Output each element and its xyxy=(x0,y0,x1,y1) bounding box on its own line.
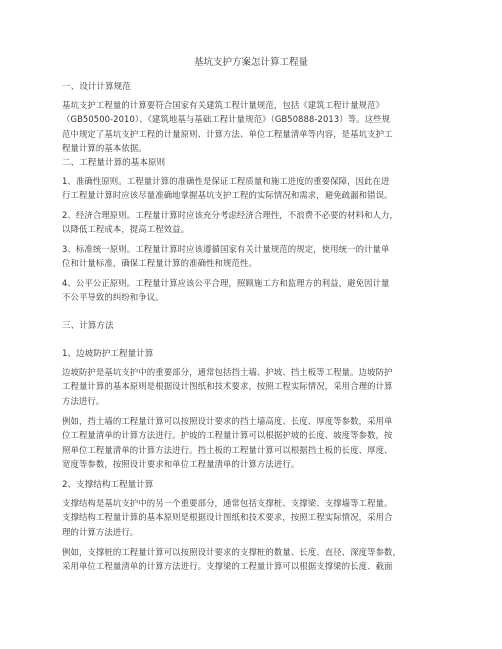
text-line: 基坑支护工程量的计算要符合国家有关建筑工程计量规范，包括《建筑工程计量规范》 xyxy=(62,100,385,110)
text-line: 行工程量计算时应该尽量准确地掌握基坑支护工程的实际情况和需求，避免疏漏和错误。 xyxy=(62,190,393,201)
paragraph-design-spec xyxy=(62,98,442,156)
subsection-heading-slope-protection: 1、边坡防护工程量计算 xyxy=(62,349,154,359)
text-line: 程量计算的基本依据。 xyxy=(62,143,147,154)
text-line: 照单位工程量清单的计算方法进行。挡土板的工程量计算可以根据挡土板的长度、厚度、 xyxy=(62,444,393,455)
subsection-heading-support-structure: 2、支撑结构工程量计算 xyxy=(62,480,154,490)
paragraph-slope-protection-example xyxy=(62,414,442,472)
page-title: 基坑支护方案怎计算工程量 xyxy=(193,57,308,68)
text-line: 方法进行。 xyxy=(62,395,105,406)
text-line: 范中规定了基坑支护工程的计量原则、计算方法、单位工程量清单等内容，是基坑支护工 xyxy=(62,128,393,139)
section-heading-design-spec: 一、设计计算规范 xyxy=(62,82,131,92)
text-line: 工程量计算的基本原则是根据设计图纸和技术要求，按照工程实际情况，采用合理的计算 xyxy=(62,381,393,392)
text-line: 支撑结构是基坑支护中的另一个重要部分，通常包括支撑桩、支撑梁、支撑墙等工程量。 xyxy=(62,498,393,508)
text-line: 采用单位工程量清单的计算方法进行。支撑梁的工程量计算可以根据支撑梁的长度、截面 xyxy=(62,561,393,572)
text-line: （GB50500-2010）、《建筑地基与基础工程计量规范》（GB50888-2013）等。这些规 xyxy=(62,114,391,125)
paragraph-fairness-principle xyxy=(62,276,442,305)
paragraph-support-structure-example xyxy=(62,545,442,574)
text-line: 4、公平公正原则。工程量计算应该公平合理，照顾施工方和监理方的利益，避免因计量 xyxy=(62,278,390,288)
text-line: 位工程量清单的计算方法进行。护坡的工程量计算可以根据护坡的长度、坡度等参数，按 xyxy=(62,430,393,441)
text-line: 1、准确性原则。工程量计算的准确性是保证工程质量和施工进度的重要保障，因此在进 xyxy=(62,176,390,186)
text-line: 边坡防护是基坑支护中的重要部分，通常包括挡土墙、护坡、挡土板等工程量。边坡防护 xyxy=(62,367,393,377)
text-line: 例如，支撑桩的工程量计算可以按照设计要求的支撑桩的数量、长度、直径、深度等参数， xyxy=(62,547,401,557)
text-line: 宽度等参数，按照设计要求和单位工程量清单的计算方法进行。 xyxy=(62,459,300,470)
section-heading-basic-principles: 二、工程量计算的基本原则 xyxy=(62,158,166,168)
paragraph-standard-principle xyxy=(62,242,442,271)
text-line: 不公平导致的纠纷和争议。 xyxy=(62,292,164,303)
paragraph-support-structure-intro xyxy=(62,496,442,539)
text-line: 位和计量标准，确保工程量计算的准确性和规范性。 xyxy=(62,258,257,269)
text-line: 支撑结构工程量计算的基本原则是根据设计图纸和技术要求，按照工程实际情况，采用合 xyxy=(62,512,393,523)
text-line: 理的计算方法进行。 xyxy=(62,526,139,537)
text-line: 2、经济合理原则。工程量计算时应该充分考虑经济合理性，不浪费不必要的材料和人力， xyxy=(62,210,398,220)
section-heading-calculation-method: 三、计算方法 xyxy=(62,321,114,331)
text-line: 3、标准统一原则。工程量计算时应该遵循国家有关计量规范的规定，使用统一的计量单 xyxy=(62,244,390,254)
text-line: 例如，挡土墙的工程量计算可以按照设计要求的挡土墙高度、长度、厚度等参数，采用单 xyxy=(62,416,393,426)
paragraph-economy-principle xyxy=(62,208,442,237)
paragraph-slope-protection-intro xyxy=(62,365,442,408)
text-line: 以降低工程成本，提高工程效益。 xyxy=(62,224,190,235)
paragraph-accuracy-principle xyxy=(62,174,442,203)
